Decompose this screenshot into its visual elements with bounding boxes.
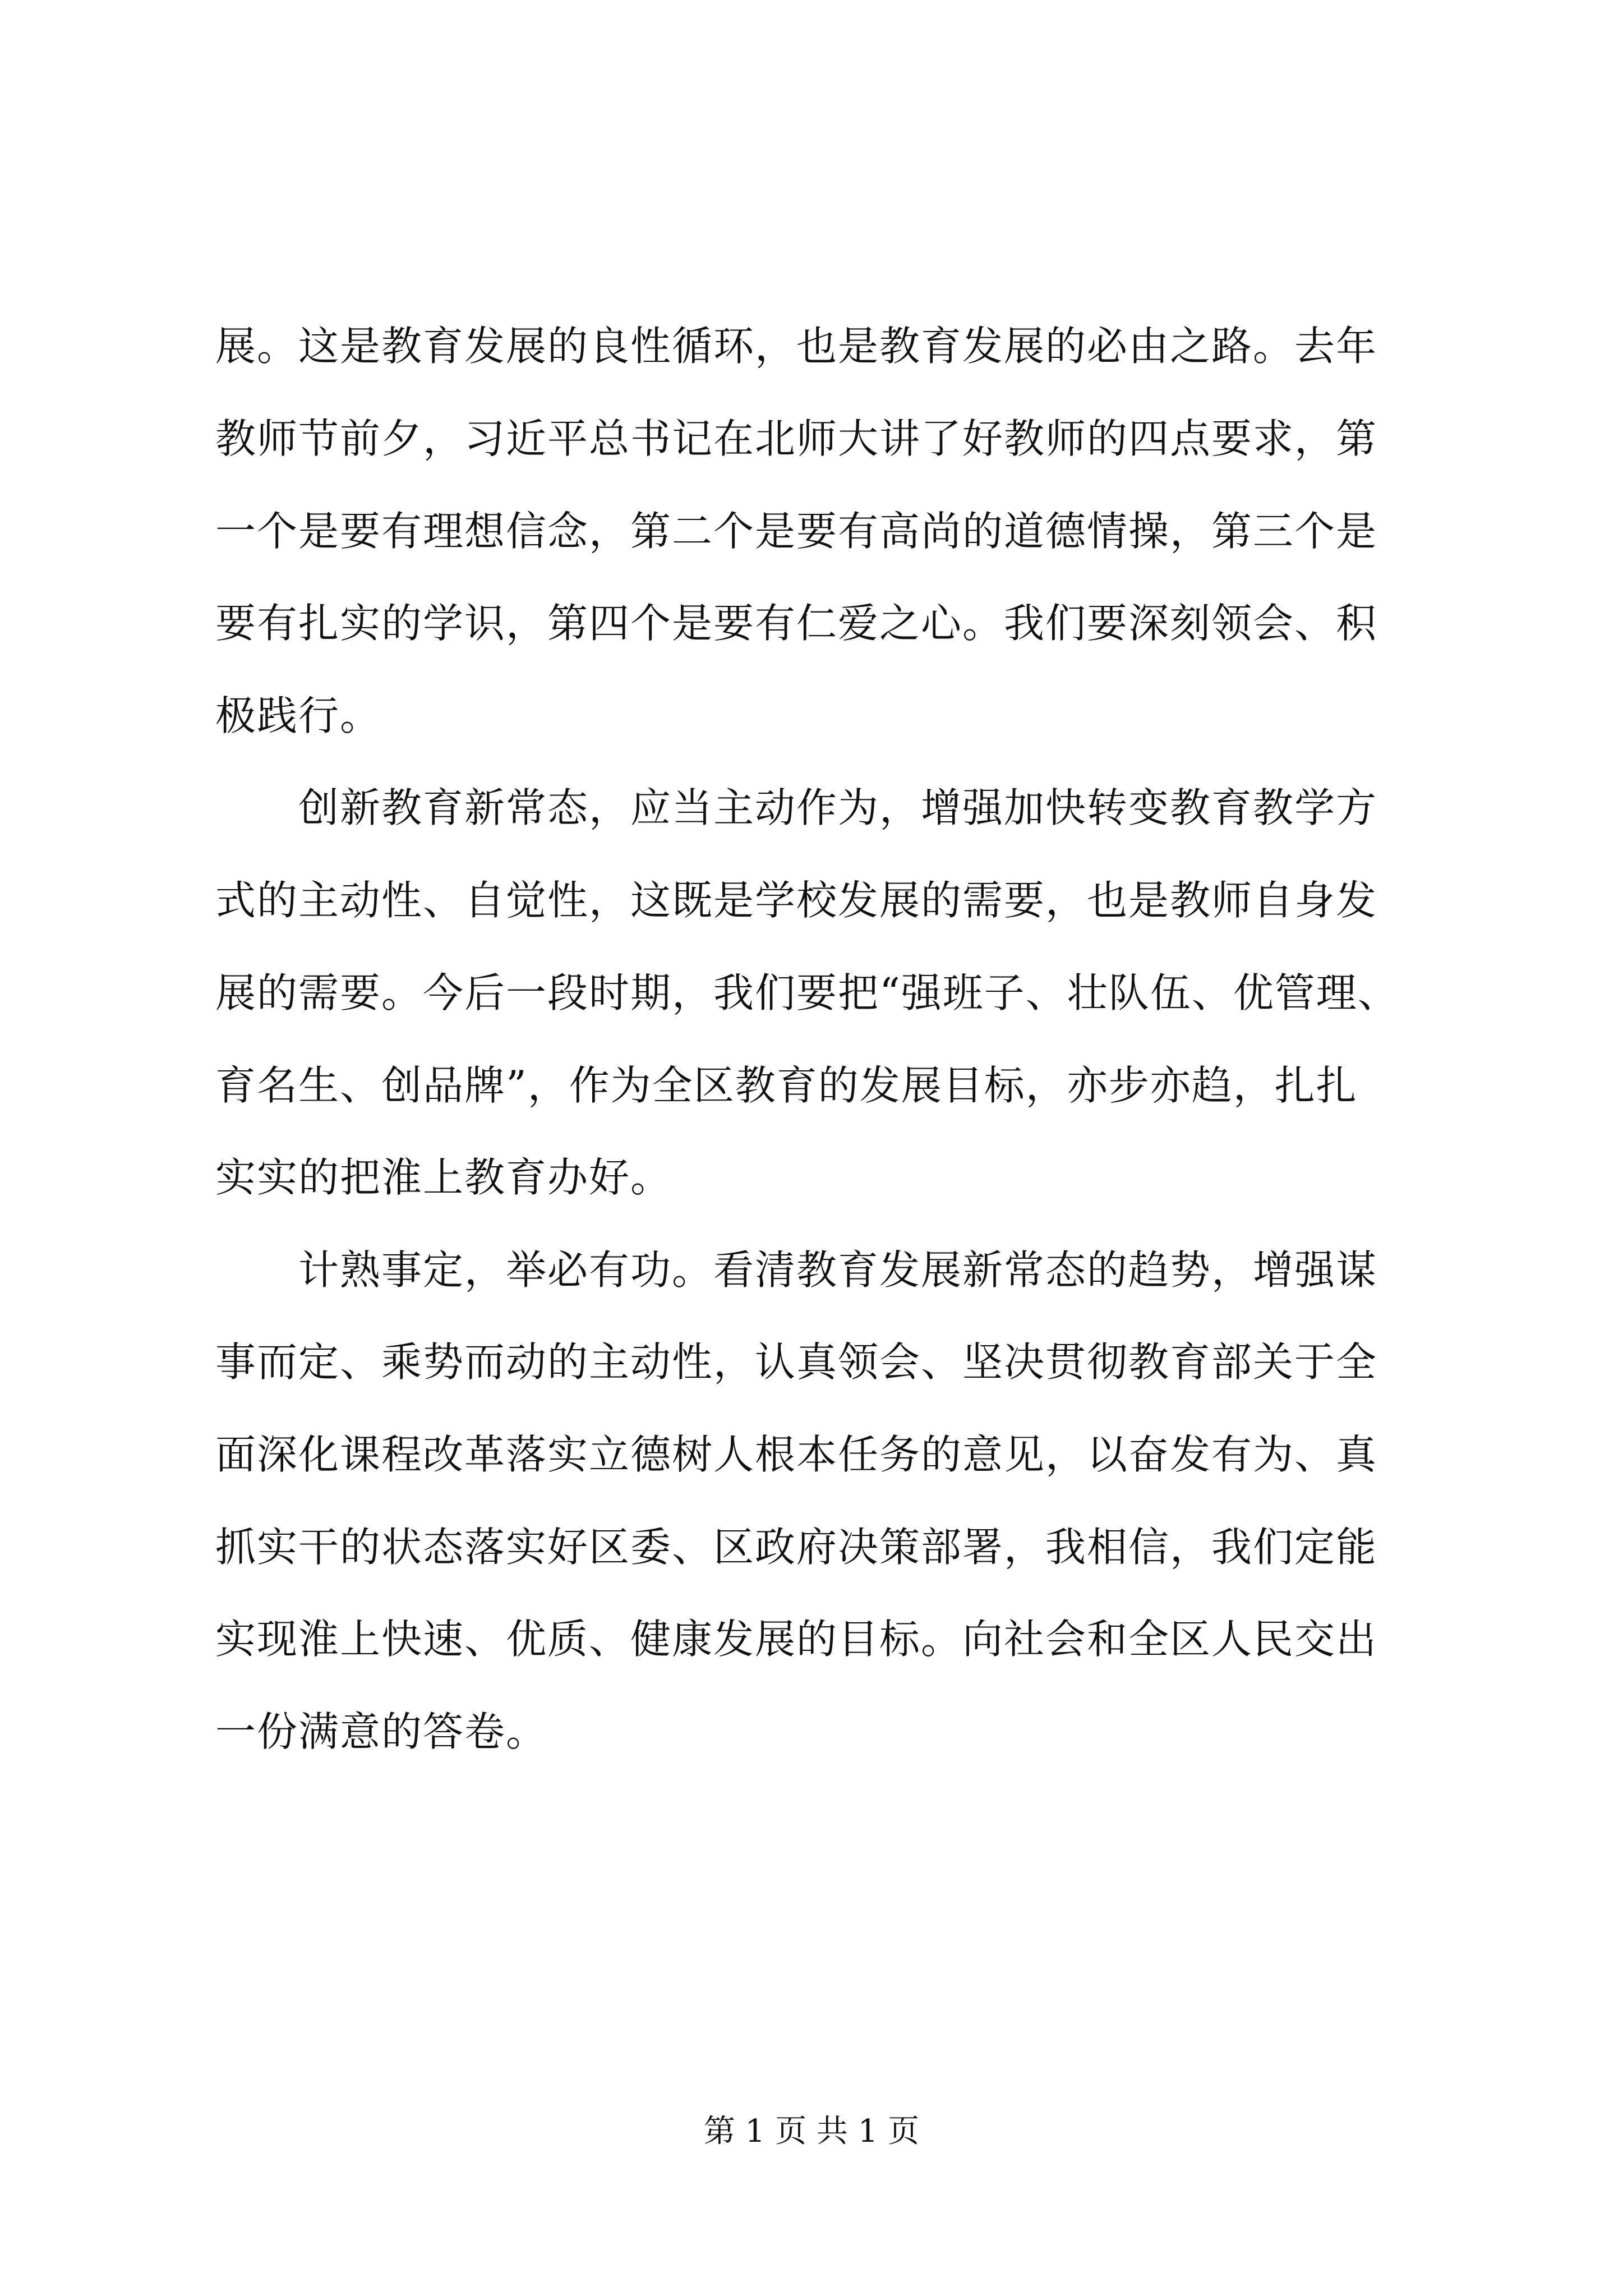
text-line: 创新教育新常态，应当主动作为，增强加快转变教育教学方 <box>215 784 1378 831</box>
text-line: 育名生、创品牌”，作为全区教育的发展目标，亦步亦趋，扎扎 <box>215 1062 1358 1109</box>
text-line: 事而定、乘势而动的主动性，认真领会、坚决贯彻教育部关于全 <box>215 1338 1378 1386</box>
text-line: 教师节前夕，习近平总书记在北师大讲了好教师的四点要求，第 <box>215 415 1378 462</box>
text-line: 实实的把淮上教育办好。 <box>215 1154 672 1201</box>
text-line: 实现淮上快速、优质、健康发展的目标。向社会和全区人民交出 <box>215 1616 1378 1663</box>
page-footer: 第 1 页 共 1 页 <box>703 2113 920 2150</box>
text-line: 抓实干的状态落实好区委、区政府决策部署，我相信，我们定能 <box>215 1524 1378 1571</box>
text-line: 展的需要。今后一段时期，我们要把“强班子、壮队伍、优管理、 <box>215 969 1399 1016</box>
text-line: 式的主动性、自觉性，这既是学校发展的需要，也是教师自身发 <box>215 877 1378 924</box>
text-line: 展。这是教育发展的良性循环，也是教育发展的必由之路。去年 <box>215 323 1378 370</box>
text-line: 面深化课程改革落实立德树人根本任务的意见，以奋发有为、真 <box>215 1431 1378 1478</box>
text-line: 计熟事定，举必有功。看清教育发展新常态的趋势，增强谋 <box>215 1246 1378 1294</box>
text-line: 要有扎实的学识，第四个是要有仁爱之心。我们要深刻领会、积 <box>215 600 1378 647</box>
text-line: 一个是要有理想信念，第二个是要有高尚的道德情操，第三个是 <box>215 508 1378 555</box>
text-line: 极践行。 <box>215 692 382 739</box>
text-line: 一份满意的答卷。 <box>215 1708 548 1755</box>
